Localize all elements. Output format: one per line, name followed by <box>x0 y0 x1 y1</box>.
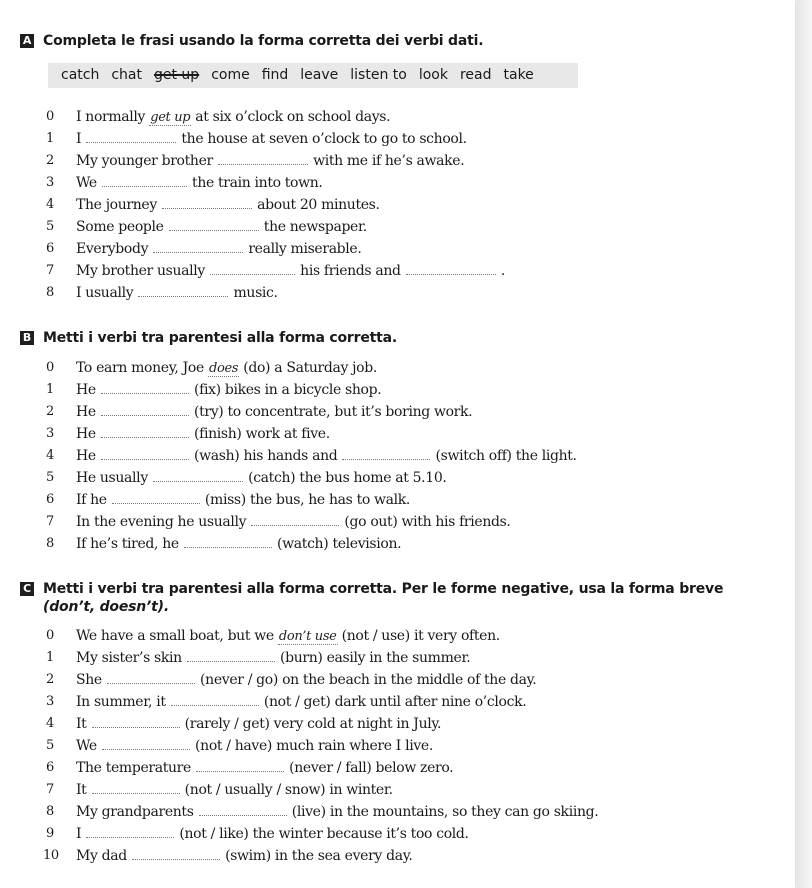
exercise-b-item <box>46 357 786 379</box>
item-number: 7 <box>46 514 54 529</box>
answer-blank[interactable] <box>138 282 228 297</box>
word-bank-item: catch <box>61 67 100 83</box>
example-answer: don’t use <box>278 629 337 644</box>
sentence-start: In the evening he usually <box>76 514 251 530</box>
sentence-start: He usually <box>76 470 152 486</box>
sentence-start: If he’s tired, he <box>76 536 183 552</box>
word-bank-item: come <box>211 67 250 83</box>
sentence-middle: his friends and <box>296 263 405 279</box>
exercise-b-item <box>46 511 786 533</box>
sentence-start: She <box>76 672 106 688</box>
item-number: 3 <box>46 694 54 709</box>
exercise-c-item <box>46 735 786 757</box>
exercise-a-item <box>46 238 786 260</box>
exercise-c-letter: C <box>20 582 34 596</box>
sentence-end: (catch) the bus home at 5.10. <box>243 470 447 486</box>
answer-blank[interactable] <box>153 467 243 482</box>
item-number: 5 <box>46 470 54 485</box>
exercise-b-item <box>46 533 786 555</box>
sentence-end: . <box>496 263 505 279</box>
exercise-b-item <box>46 379 786 401</box>
answer-blank[interactable] <box>132 845 220 860</box>
exercise-b-letter: B <box>20 331 34 345</box>
sentence-end: (fix) bikes in a bicycle shop. <box>189 382 382 398</box>
sentence-end: (live) in the mountains, so they can go skiing. <box>287 804 599 820</box>
sentence-end: (not / use) it very often. <box>337 628 500 644</box>
exercise-c-item <box>46 669 786 691</box>
item-number: 8 <box>46 285 54 300</box>
exercise-a-item <box>46 216 786 238</box>
item-number: 3 <box>46 175 54 190</box>
sentence-start: He <box>76 404 100 420</box>
sentence-end: (finish) work at five. <box>189 426 330 442</box>
sentence-end: (burn) easily in the summer. <box>275 650 471 666</box>
exercise-a-item <box>46 106 786 128</box>
item-number: 8 <box>46 536 54 551</box>
answer-blank[interactable] <box>184 533 272 548</box>
item-number: 0 <box>46 628 54 643</box>
answer-blank[interactable] <box>92 779 180 794</box>
sentence-end: (try) to concentrate, but it’s boring work. <box>189 404 473 420</box>
word-bank-item: leave <box>300 67 339 83</box>
sentence-end: (do) a Saturday job. <box>239 360 377 376</box>
item-number: 0 <box>46 360 54 375</box>
exercise-c-items <box>43 625 786 867</box>
sentence-start: I <box>76 131 86 147</box>
sentence-end: (not / have) much rain where I live. <box>190 738 433 754</box>
sentence-end: really miserable. <box>244 241 362 257</box>
sentence-start: I <box>76 826 86 842</box>
answer-blank[interactable] <box>169 216 259 231</box>
sentence-end: the house at seven o’clock to go to school. <box>177 131 467 147</box>
sentence-start: It <box>76 782 91 798</box>
exercise-a-item <box>46 194 786 216</box>
answer-blank[interactable] <box>196 757 284 772</box>
sentence-end: the newspaper. <box>259 219 367 235</box>
answer-blank[interactable] <box>218 150 308 165</box>
sentence-end: (not / get) dark until after nine o’clock. <box>259 694 527 710</box>
answer-blank[interactable] <box>406 260 496 275</box>
word-bank-item: look <box>418 67 448 83</box>
sentence-end: (never / fall) below zero. <box>285 760 454 776</box>
exercise-a-heading <box>20 32 790 50</box>
exercise-a <box>20 32 790 50</box>
sentence-start: My dad <box>76 848 131 864</box>
item-number: 7 <box>46 782 54 797</box>
answer-blank[interactable] <box>101 401 189 416</box>
sentence-end: (miss) the bus, he has to walk. <box>200 492 411 508</box>
exercise-c-heading <box>20 580 790 616</box>
answer-blank[interactable] <box>187 647 275 662</box>
item-number: 1 <box>46 131 54 146</box>
sentence-end: the train into town. <box>187 175 323 191</box>
sentence-start: My brother usually <box>76 263 210 279</box>
example-answer: does <box>209 361 239 376</box>
sentence-start: We <box>76 738 101 754</box>
sentence-start: In summer, it <box>76 694 170 710</box>
answer-blank[interactable] <box>102 735 190 750</box>
sentence-end: (rarely / get) very cold at night in July. <box>180 716 442 732</box>
sentence-start: It <box>76 716 91 732</box>
word-bank-item: find <box>261 67 289 83</box>
answer-blank[interactable] <box>101 379 189 394</box>
exercise-b-item <box>46 423 786 445</box>
sentence-start: We have a small boat, but we <box>76 628 278 644</box>
sentence-start: To earn money, Joe <box>76 360 209 376</box>
exercise-a-item <box>46 260 786 282</box>
answer-blank[interactable] <box>171 691 259 706</box>
sentence-start: If he <box>76 492 111 508</box>
sentence-end: (never / go) on the beach in the middle of the day. <box>195 672 537 688</box>
sentence-end: music. <box>229 285 278 301</box>
sentence-end: with me if he’s awake. <box>308 153 465 169</box>
sentence-end: at six o’clock on school days. <box>191 109 391 125</box>
exercise-c-item <box>46 801 786 823</box>
exercise-c-item <box>46 823 786 845</box>
exercise-a-item <box>46 128 786 150</box>
item-number: 0 <box>46 109 54 124</box>
sentence-start: Everybody <box>76 241 153 257</box>
word-bank-item: chat <box>111 67 142 83</box>
item-number: 1 <box>46 382 54 397</box>
exercise-a-item <box>46 282 786 304</box>
sentence-start: He <box>76 448 100 464</box>
sentence-start: Some people <box>76 219 168 235</box>
answer-blank[interactable] <box>101 445 189 460</box>
word-bank-item: get up <box>153 67 200 83</box>
item-number: 9 <box>46 826 54 841</box>
answer-blank[interactable] <box>112 489 200 504</box>
answer-blank[interactable] <box>251 511 339 526</box>
item-number: 4 <box>46 448 54 463</box>
answer-blank[interactable] <box>92 713 180 728</box>
item-number: 4 <box>46 716 54 731</box>
exercise-b-item <box>46 445 786 467</box>
exercise-c-item <box>46 757 786 779</box>
item-number: 6 <box>46 241 54 256</box>
answer-blank[interactable] <box>86 823 174 838</box>
exercise-a-title: Completa le frasi usando la forma corretta dei verbi dati. <box>43 33 484 49</box>
sentence-start: The journey <box>76 197 162 213</box>
sentence-end: (not / usually / snow) in winter. <box>180 782 393 798</box>
exercise-c-item <box>46 691 786 713</box>
exercise-c-item <box>43 845 786 867</box>
answer-blank[interactable] <box>102 172 187 187</box>
answer-blank[interactable] <box>199 801 287 816</box>
answer-blank[interactable] <box>107 669 195 684</box>
sentence-start: My sister’s skin <box>76 650 186 666</box>
exercise-c-item <box>46 713 786 735</box>
sentence-start: I normally <box>76 109 150 125</box>
exercise-c-title: Metti i verbi tra parentesi alla forma corretta. Per le forme negative, usa la forma breve <box>43 581 724 597</box>
sentence-end: (watch) television. <box>272 536 402 552</box>
exercise-b-title: Metti i verbi tra parentesi alla forma corretta. <box>43 330 397 346</box>
exercise-c-item <box>46 647 786 669</box>
answer-blank[interactable] <box>342 445 430 460</box>
item-number: 5 <box>46 219 54 234</box>
exercise-b-item <box>46 401 786 423</box>
word-bank <box>48 63 578 88</box>
exercise-b-heading <box>20 329 790 347</box>
item-number: 6 <box>46 760 54 775</box>
item-number: 8 <box>46 804 54 819</box>
exercise-a-item <box>46 150 786 172</box>
item-number: 2 <box>46 153 54 168</box>
answer-blank[interactable] <box>210 260 295 275</box>
answer-blank[interactable] <box>162 194 252 209</box>
word-bank-item: listen to <box>350 67 407 83</box>
sentence-start: My younger brother <box>76 153 217 169</box>
sentence-end: (go out) with his friends. <box>340 514 511 530</box>
item-number: 2 <box>46 404 54 419</box>
item-number: 5 <box>46 738 54 753</box>
item-number: 10 <box>43 848 59 863</box>
exercise-a-letter: A <box>20 34 34 48</box>
sentence-start: My grandparents <box>76 804 198 820</box>
sentence-end: (swim) in the sea every day. <box>220 848 413 864</box>
answer-blank[interactable] <box>86 128 176 143</box>
sentence-end: (not / like) the winter because it’s too cold. <box>175 826 469 842</box>
sentence-start: I usually <box>76 285 138 301</box>
exercise-a-item <box>46 172 786 194</box>
answer-blank[interactable] <box>101 423 189 438</box>
exercise-c-subtitle: (don’t, doesn’t). <box>43 599 169 615</box>
word-bank-item: take <box>503 67 534 83</box>
sentence-start: He <box>76 382 100 398</box>
page-edge <box>797 0 812 888</box>
exercise-b-items <box>46 357 786 555</box>
exercise-c-item <box>46 779 786 801</box>
item-number: 2 <box>46 672 54 687</box>
sentence-start: We <box>76 175 101 191</box>
item-number: 3 <box>46 426 54 441</box>
exercise-c-item <box>46 625 786 647</box>
item-number: 4 <box>46 197 54 212</box>
word-bank-item: read <box>459 67 492 83</box>
exercise-b-item <box>46 467 786 489</box>
exercise-b <box>20 329 790 347</box>
item-number: 6 <box>46 492 54 507</box>
sentence-end: about 20 minutes. <box>253 197 380 213</box>
item-number: 1 <box>46 650 54 665</box>
sentence-end: (switch off) the light. <box>431 448 577 464</box>
sentence-middle: (wash) his hands and <box>189 448 342 464</box>
sentence-start: He <box>76 426 100 442</box>
sentence-start: The temperature <box>76 760 196 776</box>
item-number: 7 <box>46 263 54 278</box>
exercise-a-items <box>46 106 786 304</box>
example-answer: get up <box>150 110 191 125</box>
exercise-b-item <box>46 489 786 511</box>
answer-blank[interactable] <box>153 238 243 253</box>
exercise-c <box>20 580 790 616</box>
